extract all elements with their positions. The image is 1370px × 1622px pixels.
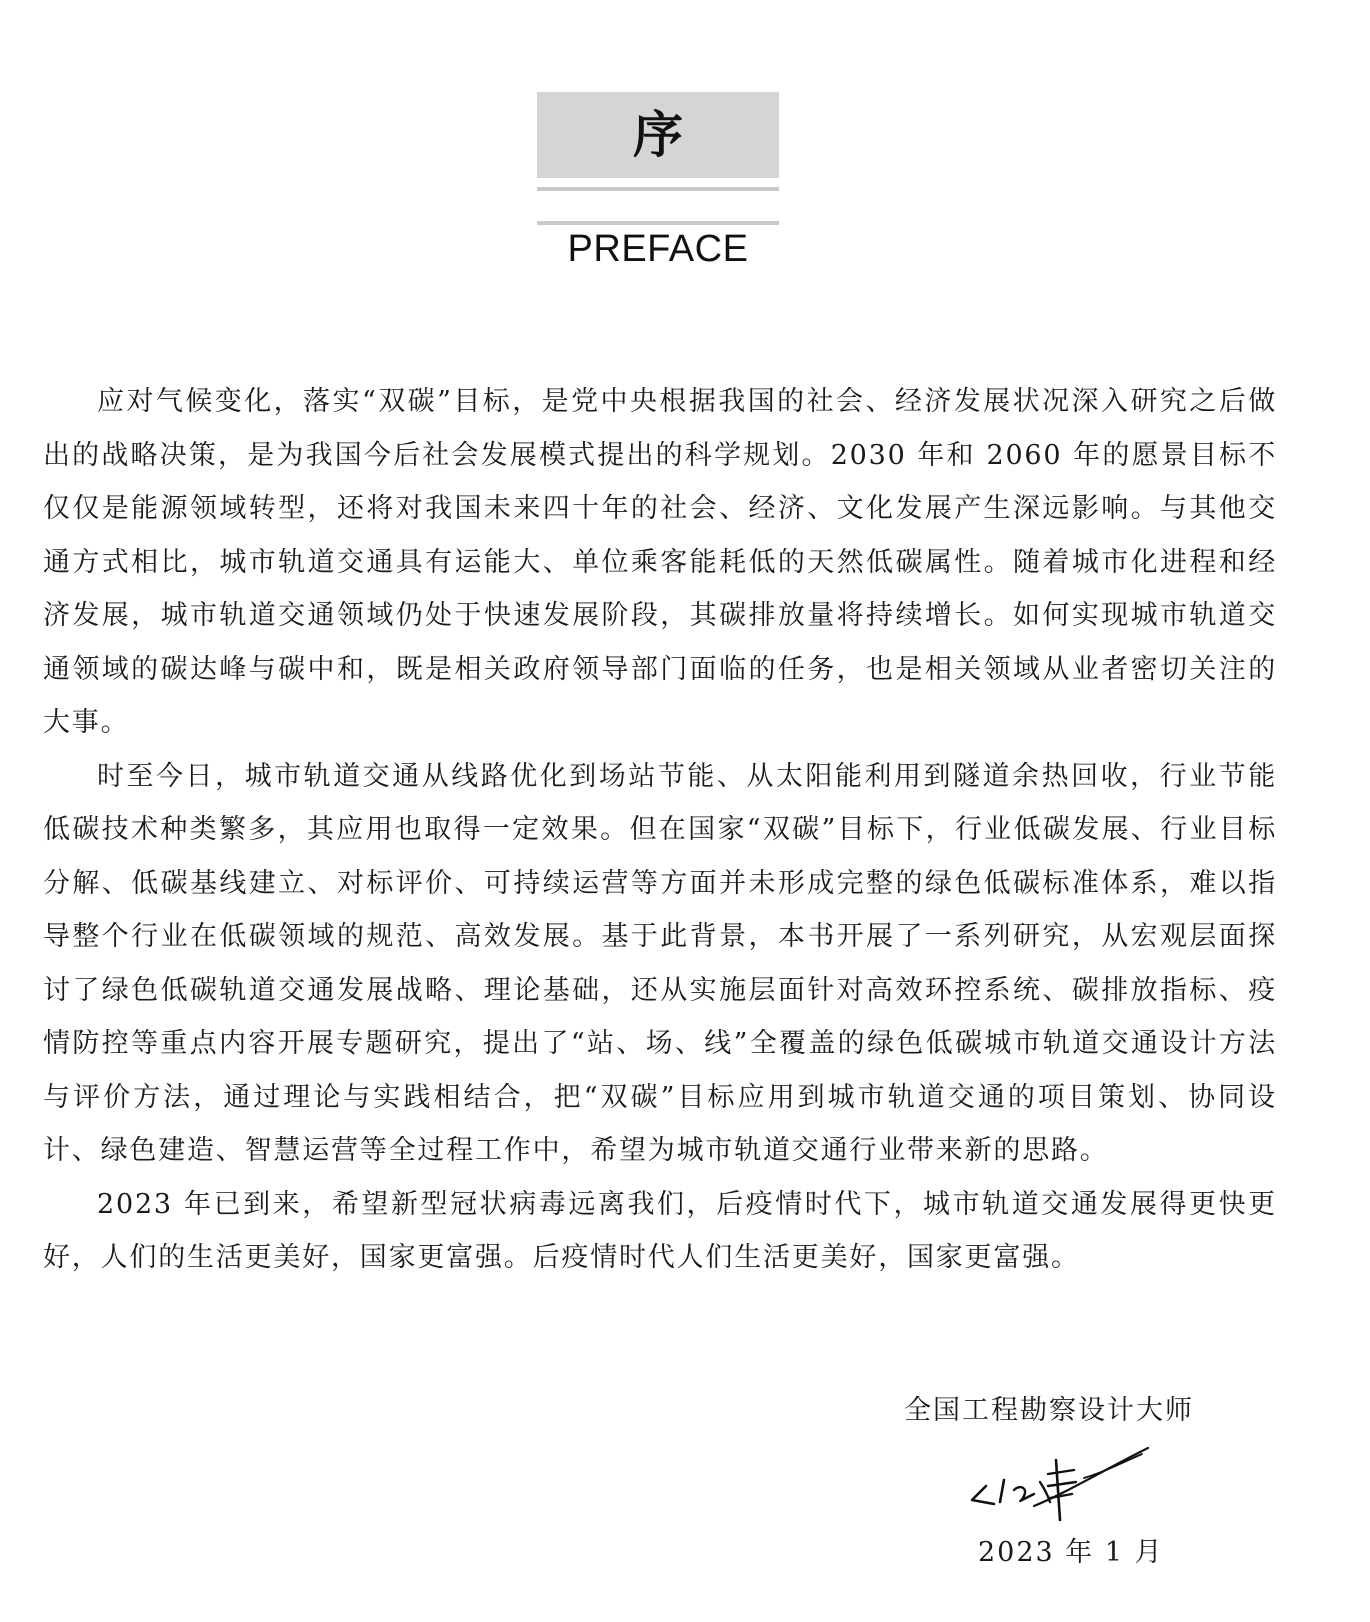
- title-divider-bottom: [537, 221, 779, 225]
- page-subtitle: PREFACE: [567, 228, 749, 270]
- signature-date: 2023 年 1 月: [978, 1537, 1164, 1568]
- title-box: [537, 92, 779, 178]
- page-title: 序: [633, 106, 683, 164]
- paragraph-2: 时至今日，城市轨道交通从线路优化到场站节能、从太阳能利用到隧道余热回收，行业节能低碳技术种类繁多，其应用也取得一定效果。但在国家“双碳”目标下，行业低碳发展、行业目标分解、低碳基线建立、对标评价、可持续运营等方面并未形成完整的绿色低碳标准体系，难以指导整个行业在低碳领域的规范、高效发展。基于此背景，本书开展了一系列研究，从宏观层面探讨了绿色低碳轨道交通发展战略、理论基础，还从实施层面针对高效环控系统、碳排放指标、疫情防控等重点内容开展专题研究，提出了“站、场、线”全覆盖的绿色低碳城市轨道交通设计方法与评价方法，通过理论与实践相结合，把“双碳”目标应用到城市轨道交通的项目策划、协同设计、绿色建造、智慧运营等全过程工作中，希望为城市轨道交通行业带来新的思路。: [43, 760, 1277, 1166]
- author-title: 全国工程勘察设计大师: [904, 1395, 1194, 1426]
- handwritten-signature: [964, 1444, 1154, 1524]
- paragraph-3: 2023 年已到来，希望新型冠状病毒远离我们，后疫情时代下，城市轨道交通发展得更快更好，人们的生活更美好，国家更富强。后疫情时代人们生活更美好，国家更富强。: [43, 1188, 1277, 1273]
- preface-body: [43, 375, 1277, 1285]
- paragraph-1: 应对气候变化，落实“双碳”目标，是党中央根据我国的社会、经济发展状况深入研究之后做出的战略决策，是为我国今后社会发展模式提出的科学规划。2030 年和 2060 年的愿景目标不仅仅是能源领域转型，还将对我国未来四十年的社会、经济、文化发展产生深远影响。与其他交通方式相比，城市轨道交通具有运能大、单位乘客能耗低的天然低碳属性。随着城市化进程和经济发展，城市轨道交通领域仍处于快速发展阶段，其碳排放量将持续增长。如何实现城市轨道交通领域的碳达峰与碳中和，既是相关政府领导部门面临的任务，也是相关领域从业者密切关注的大事。: [43, 386, 1277, 738]
- title-divider-top: [537, 187, 779, 191]
